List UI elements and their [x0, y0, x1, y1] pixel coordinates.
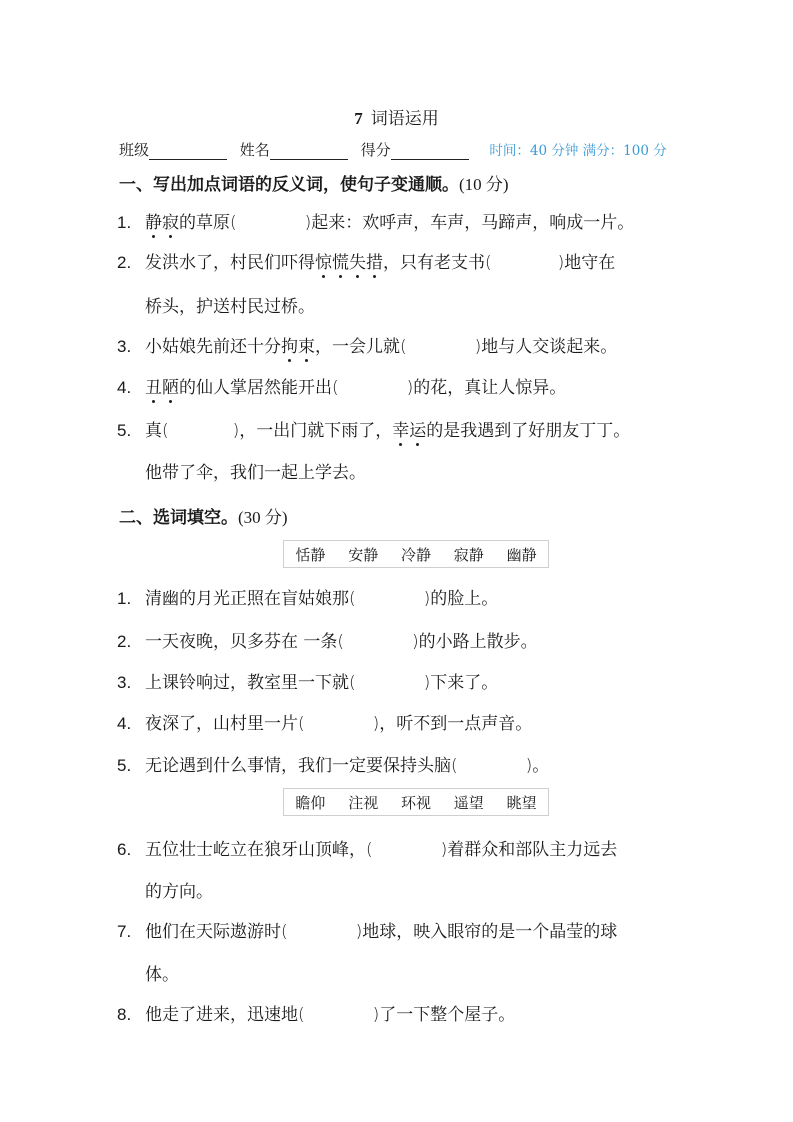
question-text: )的小路上散步。	[412, 632, 538, 652]
question-text: 小姑娘先前还十分	[145, 337, 281, 357]
dotted-char: 措	[366, 253, 383, 273]
s2-question-4	[117, 709, 532, 734]
dotted-char: 幸	[392, 421, 410, 441]
dotted-char: 静	[145, 213, 162, 233]
s1-question-5	[117, 416, 630, 441]
question-number: 2.	[117, 253, 132, 272]
word-option: 幽静	[506, 545, 537, 564]
class-label: 班级	[119, 141, 150, 159]
class-field[interactable]	[149, 143, 227, 160]
question-text: 夜深了，山村里一片(	[145, 714, 305, 734]
dotted-char: 束	[298, 337, 315, 357]
question-text: )地与人交谈起来。	[474, 337, 618, 357]
question-text: 上课铃响过，教室里一下就(	[145, 673, 356, 693]
question-text: 的草原(	[179, 213, 237, 233]
s2-question-1	[117, 584, 498, 609]
question-text: 他们在天际遨游时(	[145, 922, 288, 942]
question-text: 他走了进来，迅速地(	[145, 1005, 305, 1025]
question-text: 发洪水了，村民们吓得	[145, 253, 315, 273]
question-number: 5.	[117, 756, 132, 775]
question-text: 一天夜晚，贝多芬在 一条(	[145, 632, 345, 652]
dotted-char: 寂	[162, 213, 179, 233]
s2-question-6	[117, 835, 617, 860]
question-text: )着群众和部队主力远去	[440, 840, 618, 860]
s1-question-2	[117, 248, 615, 273]
word-option: 恬静	[295, 545, 326, 564]
question-text: 真(	[145, 421, 169, 441]
question-text: 五位壮士屹立在狼牙山顶峰，(	[145, 840, 373, 860]
worksheet-title	[0, 104, 793, 129]
score-field[interactable]	[391, 143, 469, 160]
name-label: 姓名	[239, 141, 270, 159]
question-number: 3.	[117, 673, 132, 692]
word-option: 遥望	[453, 793, 484, 812]
question-text: ，一会儿就(	[315, 337, 407, 357]
question-text: 的仙人掌居然能开出(	[179, 378, 339, 398]
dotted-char: 运	[409, 421, 427, 441]
dotted-char: 陋	[162, 378, 179, 398]
question-text: )下来了。	[423, 673, 499, 693]
lesson-number: 7	[354, 109, 363, 128]
word-option: 眺望	[506, 793, 537, 812]
section-1-heading	[119, 170, 509, 195]
question-text: ，只有老支书(	[383, 253, 492, 273]
section-2-heading	[119, 503, 288, 528]
time-score-info: 时间：40 分钟 满分：100 分	[489, 143, 667, 159]
s1-question-2-continued: 桥头，护送村民过桥。	[145, 297, 315, 317]
question-number: 8.	[117, 1005, 132, 1024]
question-text: )的花，真让人惊异。	[406, 378, 567, 398]
dotted-char: 拘	[281, 337, 298, 357]
word-bank-1	[283, 540, 549, 568]
question-text: )，听不到一点声音。	[372, 714, 533, 734]
section-1-points: (10 分)	[459, 175, 509, 194]
section-2-title: 二、选词填空。	[119, 508, 238, 528]
question-number: 1.	[117, 589, 132, 608]
s2-question-3	[117, 668, 498, 693]
question-number: 5.	[117, 421, 132, 440]
question-text: )，一出门就下雨了，	[232, 421, 393, 441]
question-text: 清幽的月光正照在盲姑娘那(	[145, 589, 356, 609]
dotted-char: 惊	[315, 253, 332, 273]
question-number: 6.	[117, 840, 132, 859]
word-option: 注视	[348, 793, 379, 812]
word-bank-2	[283, 788, 549, 816]
question-number: 4.	[117, 378, 132, 397]
word-option: 冷静	[400, 545, 431, 564]
s2-question-2	[117, 627, 538, 652]
dotted-char: 丑	[145, 378, 162, 398]
question-text: 无论遇到什么事情，我们一定要保持头脑(	[145, 756, 458, 776]
dotted-char: 失	[349, 253, 366, 273]
score-label: 得分	[360, 141, 391, 159]
s1-question-4	[117, 373, 566, 398]
s2-question-6-continued: 的方向。	[145, 882, 213, 902]
question-number: 3.	[117, 337, 132, 356]
student-info-row	[119, 139, 667, 160]
s2-question-5	[117, 751, 549, 776]
question-number: 7.	[117, 922, 132, 941]
question-number: 2.	[117, 632, 132, 651]
word-option: 安静	[348, 545, 379, 564]
section-1-title: 一、写出加点词语的反义词，使句子变通顺。	[119, 175, 459, 195]
question-text: )。	[525, 756, 550, 776]
dotted-char: 慌	[332, 253, 349, 273]
s2-question-7-continued: 体。	[145, 965, 179, 985]
name-field[interactable]	[270, 143, 348, 160]
question-text: )的脸上。	[423, 589, 499, 609]
section-2-points: (30 分)	[238, 508, 288, 527]
s2-question-7	[117, 917, 617, 942]
word-option: 寂静	[453, 545, 484, 564]
question-text: )地球，映入眼帘的是一个晶莹的球	[355, 922, 618, 942]
s1-question-5-continued: 他带了伞，我们一起上学去。	[145, 463, 366, 483]
question-text: )起来：欢呼声，车声，马蹄声，响成一片。	[304, 213, 635, 233]
s1-question-3	[117, 332, 617, 357]
question-text: )了一下整个屋子。	[372, 1005, 516, 1025]
lesson-title: 词语运用	[370, 109, 439, 129]
s1-question-1	[117, 208, 634, 233]
question-number: 4.	[117, 714, 132, 733]
question-number: 1.	[117, 213, 132, 232]
question-text: 的是我遇到了好朋友丁丁。	[426, 421, 631, 441]
s2-question-8	[117, 1000, 515, 1025]
word-option: 瞻仰	[295, 793, 326, 812]
question-text: )地守在	[557, 253, 616, 273]
word-option: 环视	[400, 793, 431, 812]
